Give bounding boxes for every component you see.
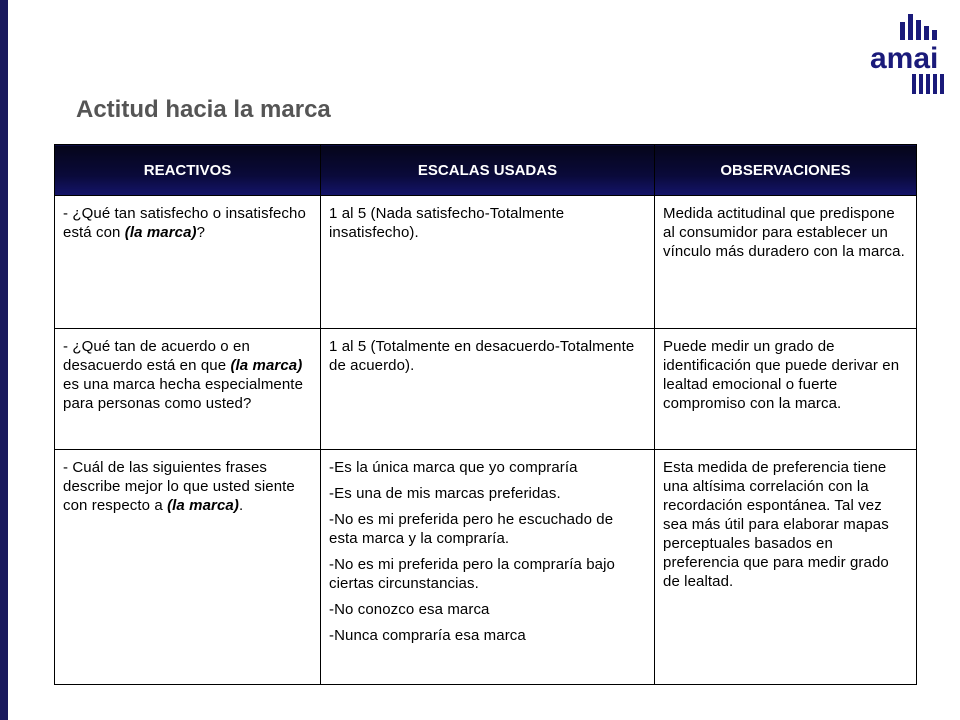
observacion-cell: Medida actitudinal que predispone al consumidor para establecer un vínculo más duradero con la marca. <box>655 196 917 329</box>
table-header-row <box>55 145 917 196</box>
reactivo-text-end: . <box>238 497 244 514</box>
escala-cell <box>321 196 655 329</box>
reactivo-text-end: es una marca hecha especialmente para personas como usted? <box>63 376 304 412</box>
scale-option: -Nunca compraría esa marca <box>329 627 526 644</box>
reactivo-text: - ¿Qué tan de acuerdo o en desacuerdo está en que <box>63 338 250 374</box>
header-reactivos: REACTIVOS <box>55 145 321 196</box>
header-escalas: ESCALAS USADAS <box>321 145 655 196</box>
scale-option: -Es una de mis marcas preferidas. <box>329 485 561 502</box>
observacion-cell: Esta medida de preferencia tiene una altísima correlación con la recordación espontánea. Tal vez sea más útil para elaborar mapas perceptuales basados en preferencia que para medir grado de lealtad. <box>655 450 917 685</box>
reactivo-cell <box>55 450 321 685</box>
reactivo-cell <box>55 196 321 329</box>
amai-logo <box>868 12 948 96</box>
brand-placeholder: (la marca) <box>124 224 197 241</box>
observacion-cell: Puede medir un grado de identificación que puede derivar en lealtad emocional o fuerte compromiso con la marca. <box>655 329 917 450</box>
scale-option: -Es la única marca que yo compraría <box>329 459 578 476</box>
scale-option: 1 al 5 (Totalmente en desacuerdo-Totalmente de acuerdo). <box>329 338 635 374</box>
reactivo-text: - Cuál de las siguientes frases describe mejor lo que usted siente con respecto a <box>63 459 295 514</box>
brand-placeholder: (la marca) <box>230 357 303 374</box>
table-row <box>55 329 917 450</box>
scale-option: 1 al 5 (Nada satisfecho-Totalmente insatisfecho). <box>329 205 565 241</box>
escala-cell <box>321 329 655 450</box>
escala-cell <box>321 450 655 685</box>
attitude-table <box>54 144 917 685</box>
left-accent-bar <box>0 0 8 720</box>
reactivo-text-end: ? <box>196 224 206 241</box>
reactivo-text: - ¿Qué tan satisfecho o insatisfecho está con <box>63 205 306 241</box>
brand-placeholder: (la marca) <box>167 497 239 514</box>
svg-text:amai: amai <box>870 42 939 75</box>
scale-option: -No conozco esa marca <box>329 601 490 618</box>
header-observaciones: OBSERVACIONES <box>655 145 917 196</box>
scale-option: -No es mi preferida pero he escuchado de esta marca y la compraría. <box>329 511 614 547</box>
page-title: Actitud hacia la marca <box>76 96 331 123</box>
table-row <box>55 196 917 329</box>
table-row <box>55 450 917 685</box>
reactivo-cell <box>55 329 321 450</box>
scale-option: -No es mi preferida pero la compraría bajo ciertas circunstancias. <box>329 556 615 592</box>
